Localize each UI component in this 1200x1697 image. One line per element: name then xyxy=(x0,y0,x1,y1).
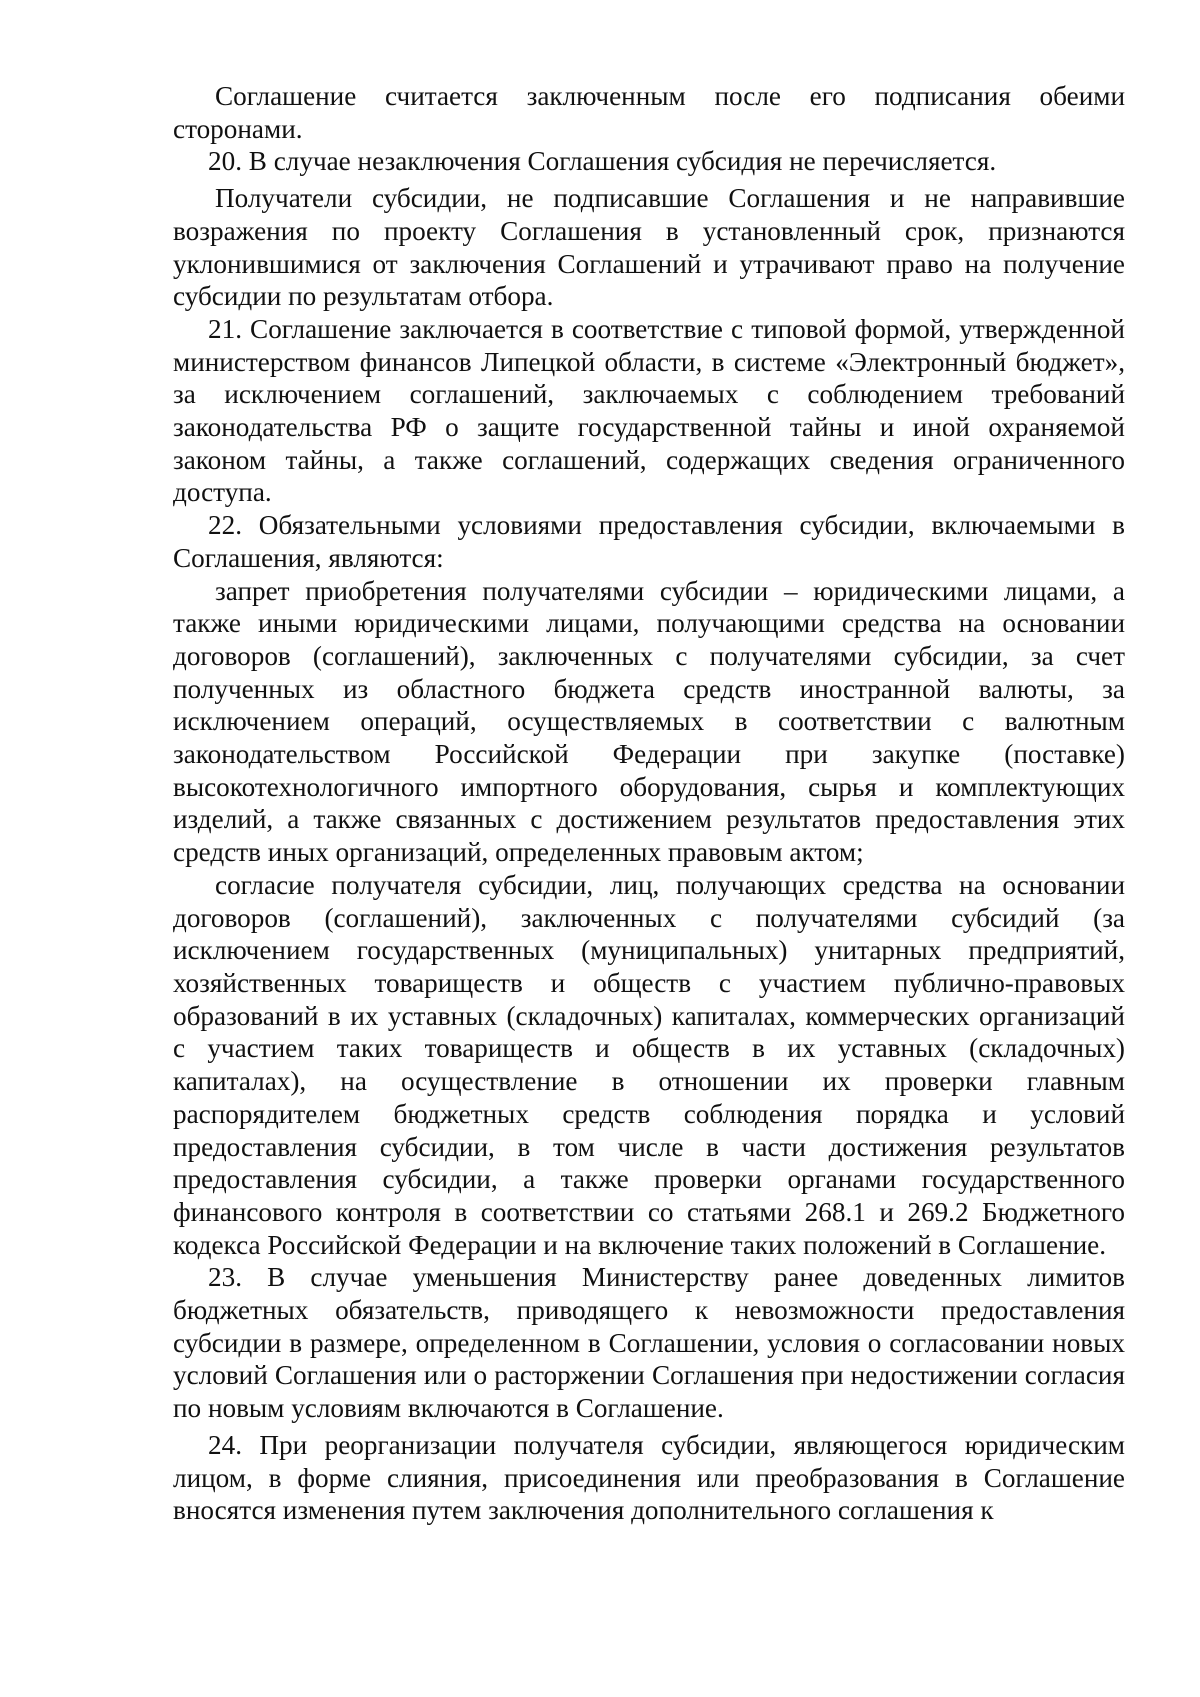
paragraph-item-24: 24. При реорганизации получателя субсидии, являющегося юридическим лицом, в форме слияния, присоединения или преобразования в Соглашение вносятся изменения путем заключения дополнительного соглашения к xyxy=(173,1429,1125,1526)
paragraph-item-22: 22. Обязательными условиями предоставления субсидии, включаемыми в Соглашения, являются: xyxy=(173,510,1125,573)
document-page xyxy=(173,80,1125,1527)
paragraph-item-21: 21. Соглашение заключается в соответствие с типовой формой, утвержденной министерством финансов Липецкой области, в системе «Электронный бюджет», за исключением соглашений, заключаемых с соблюдением требований законодательства РФ о защите государственной тайны и иной охраняемой законом тайны, а также соглашений, содержащих сведения ограниченного доступа. xyxy=(173,313,1125,508)
paragraph-evading-recipients: Получатели субсидии, не подписавшие Соглашения и не направившие возражения по проекту Соглашения в установленный срок, признаются уклонившимися от заключения Соглашений и утрачивают право на получение субсидии по результатам отбора. xyxy=(173,183,1125,312)
paragraph-consent-inspection: согласие получателя субсидии, лиц, получающих средства на основании договоров (соглашений), заключенных с получателями субсидий (за исключением государственных (муниципальных) унитарных предприятий, хозяйственных товариществ и обществ с участием публично-правовых образований в их уставных (складочных) капиталах, коммерческих организаций с участием таких товариществ и обществ в их уставных (складочных) капиталах), на осуществление в отношении их проверки главным распорядителем бюджетных средств соблюдения порядка и условий предоставления субсидии, в том числе в части достижения результатов предоставления субсидии, а также проверки органами государственного финансового контроля в соответствии со статьями 268.1 и 269.2 Бюджетного кодекса Российской Федерации и на включение таких положений в Соглашение. xyxy=(173,869,1125,1260)
paragraph-item-23: 23. В случае уменьшения Министерству ранее доведенных лимитов бюджетных обязательств, приводящего к невозможности предоставления субсидии в размере, определенном в Соглашении, условия о согласовании новых условий Соглашения или о расторжении Соглашения при недостижении согласия по новым условиям включаются в Соглашение. xyxy=(173,1262,1125,1424)
paragraph-currency-ban: запрет приобретения получателями субсидии – юридическими лицами, а также иными юридическими лицами, получающими средства на основании договоров (соглашений), заключенных с получателями субсидии, за счет полученных из областного бюджета средств иностранной валюты, за исключением операций, осуществляемых в соответствии с валютным законодательством Российской Федерации при закупке (поставке) высокотехнологичного импортного оборудования, сырья и комплектующих изделий, а также связанных с достижением результатов предоставления этих средств иных организаций, определенных правовым актом; xyxy=(173,575,1125,868)
paragraph-item-20: 20. В случае незаключения Соглашения субсидия не перечисляется. xyxy=(208,146,997,177)
paragraph-agreement-concluded: Соглашение считается заключенным после его подписания обеими сторонами. xyxy=(173,81,1125,144)
